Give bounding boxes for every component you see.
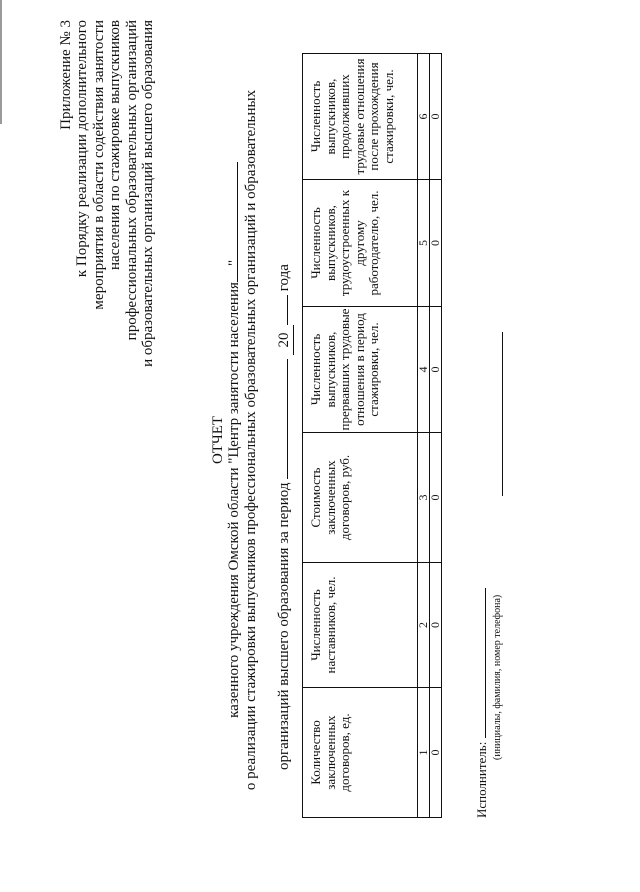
appendix-line: мероприятия в области содействия занятости [90,20,107,310]
report-line-1-text: казенного учреждения Омской области "Центр занятости населения [226,282,243,718]
table-header-row [303,54,418,818]
column-number: 1 [418,688,430,818]
closing-quote: " [226,259,242,266]
year-prefix: 20 [276,325,294,355]
appendix-line: профессиональных образовательных организаций [123,20,140,341]
column-number: 6 [418,54,430,180]
table-number-row [418,54,430,818]
scan-edge-mark [0,0,2,124]
rotated-landscape-content [8,0,628,880]
column-number: 4 [418,307,430,433]
period-blank [287,359,288,479]
appendix-line: к Порядку реализации дополнительного [74,20,91,278]
appendix-line: Приложение № 3 [58,20,74,130]
signature-line [502,332,503,496]
table-row [430,54,442,818]
header-cell: Численность выпускников, прервавших трудовые отношения в период стажировки, чел. [303,307,418,433]
report-line-3: организаций высшего образования за период [276,482,292,770]
table-cell: 0 [430,433,442,563]
header-cell: Количество заключенных договоров, ед. [303,688,418,818]
report-title: ОТЧЕТ [210,415,226,465]
year-suffix: года [276,264,292,292]
table-cell: 0 [430,563,442,688]
appendix-line: населения по стажировке выпускников [107,20,124,270]
year-blank [287,295,288,325]
report-table [302,53,442,818]
column-number: 2 [418,563,430,688]
appendix-line: и образовательных организаций высшего образования [140,20,157,367]
table-cell: 0 [430,180,442,307]
report-period-line [276,264,294,770]
header-cell: Численность выпускников, продолживших трудовые отношения после прохождения стажировки, чел. [303,54,418,180]
report-line-2: о реализации стажировки выпускников профессиональных образовательных организаций и образовательных [242,89,259,791]
executor-blank [485,588,486,738]
report-heading [210,40,259,840]
header-cell: Стоимость заключенных договоров, руб. [303,433,418,563]
column-number: 5 [418,180,430,307]
executor-hint: (инициалы, фамилия, номер телефона) [492,594,503,760]
appendix-block [58,20,156,520]
table-cell: 0 [430,54,442,180]
table-cell: 0 [430,307,442,433]
column-number: 3 [418,433,430,563]
executor-label: Исполнитель: [474,741,489,818]
header-cell: Численность наставников, чел. [303,563,418,688]
header-cell: Численность выпускников, трудоустроенных к другому работодателю, чел. [303,180,418,307]
executor-line [474,588,490,818]
report-line-1 [226,40,242,840]
table-cell: 0 [430,688,442,818]
